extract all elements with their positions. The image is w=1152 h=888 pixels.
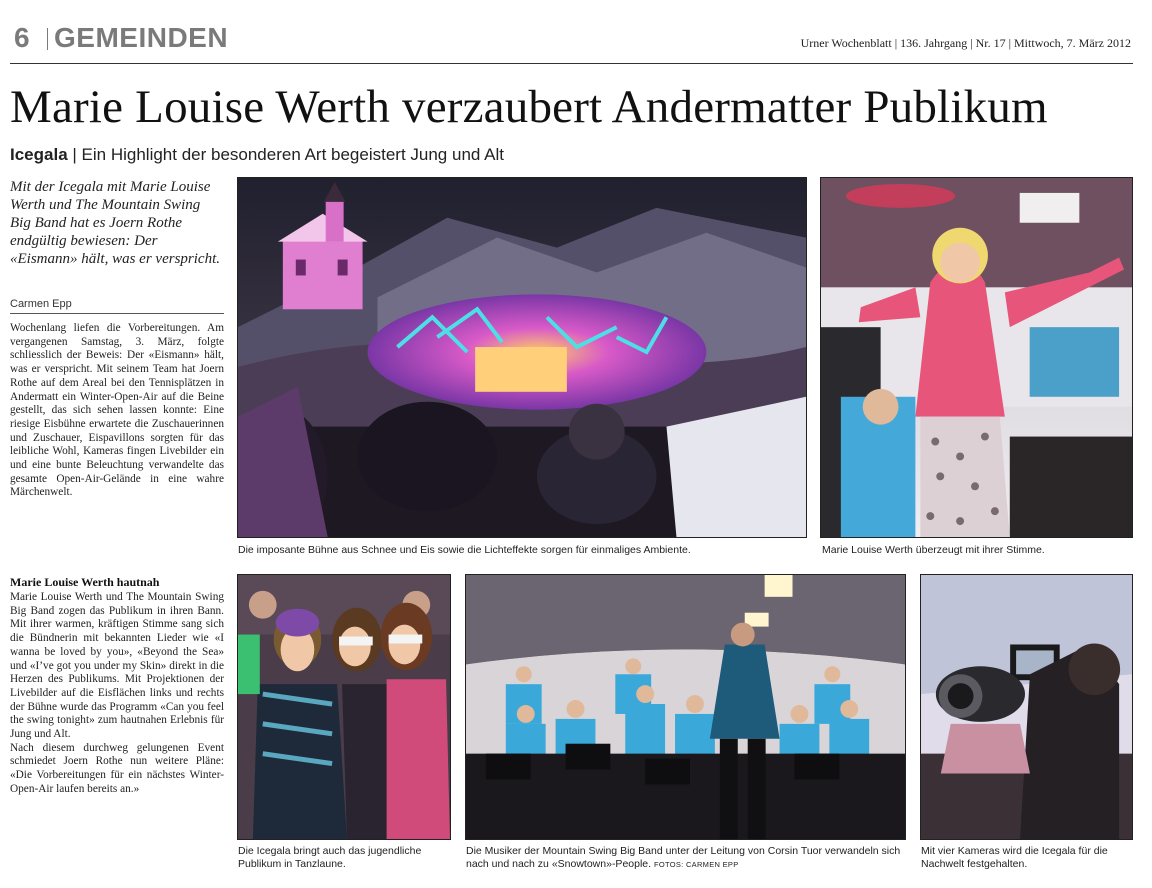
kicker-divider: | [72,145,82,164]
body-text-2 [10,591,224,797]
kicker: Icegala [10,145,68,164]
section-divider [47,28,48,50]
page-number: 6 [14,22,30,53]
band-photo-caption [466,845,908,871]
crosshead: Marie Louise Werth hautnah [10,575,160,589]
stage-photo-caption: Die imposante Bühne aus Schnee und Eis sowie die Lichteffekte sorgen für einmaliges Ambiente. [238,544,691,556]
body-paragraph-1: Wochenlang liefen die Vorbereitungen. Am vergangenen Samstag, 3. März, folgte schliesslich der Beweis: Der «Eismann» hält, was er verspricht. Mit seinem Team hat Joern Rothe auf dem Areal bei den Tennisplätzen in Andermatt ein Winter-Open-Air auf die Beine gestellt, das sich sehen lassen konnte: Eine riesige Eisbühne erwartete die Zuschauerinnen und Zuschauer, Eispavillons sorgten für das leibliche Wohl, Kameras fingen Livebilder ein und eine bunte Beleuchtung verwandelte das gesamte Open-Air-Gelände in eine wahre Märchenwelt. [10,322,224,499]
body-paragraph-3: Nach diesem durchweg gelungenen Event schmiedet Joern Rothe nun weitere Pläne: «Die Vorbereitungen für ein nächstes Winter-Open-Air laufen bereits an.» [10,741,224,795]
singer-photo-caption: Marie Louise Werth überzeugt mit ihrer Stimme. [822,544,1045,556]
camera-photo [920,574,1133,840]
byline-divider [10,313,224,314]
audience-photo-caption: Die Icegala bringt auch das jugendliche Publikum in Tanzlaune. [238,845,422,870]
body-paragraph-2: Marie Louise Werth und The Mountain Swing Big Band zogen das Publikum in ihren Bann. Mit ihrer warmen, kräftigen Stimme sang sich die Bündnerin mit bekannten Lieder wie «I wanna be loved by you», «Beyond the Sea» und «I’ve got you under my Skin» direkt in die Herzen des Publikums. Mit Projektionen der Livebilder auf die Eisflächen links und rechts der Bühne wurde das Programm «Can you feel the swing tonight» zum hautnahen Erlebnis für Jung und Alt. [10,591,224,741]
band-caption-text: Die Musiker der Mountain Swing Big Band unter der Leitung von Corsin Tuor verwandeln sich nach und nach zu «Snowtown»-People. [466,845,901,870]
singer-photo [820,177,1133,538]
masthead-info: Urner Wochenblatt | 136. Jahrgang | Nr. 17 | Mittwoch, 7. März 2012 [800,36,1131,50]
page-header [10,20,1133,64]
lead-paragraph: Mit der Icegala mit Marie Louise Werth und The Mountain Swing Big Band hat es Joern Rothe endgültig bewiesen: Der «Eismann» hält, was er verspricht. [10,179,220,267]
camera-photo-caption: Mit vier Kameras wird die Icegala für die Nachwelt festgehalten. [921,845,1108,870]
section-title: GEMEINDEN [54,22,229,53]
band-photo [465,574,906,840]
subheadline-text: Ein Highlight der besonderen Art begeistert Jung und Alt [81,145,504,164]
subheadline [10,145,504,165]
headline: Marie Louise Werth verzaubert Andermatter Publikum [10,81,1048,133]
author-byline: Carmen Epp [10,298,72,310]
stage-photo [237,177,807,538]
photo-credit: FOTOS: CARMEN EPP [653,859,739,869]
audience-photo [237,574,451,840]
